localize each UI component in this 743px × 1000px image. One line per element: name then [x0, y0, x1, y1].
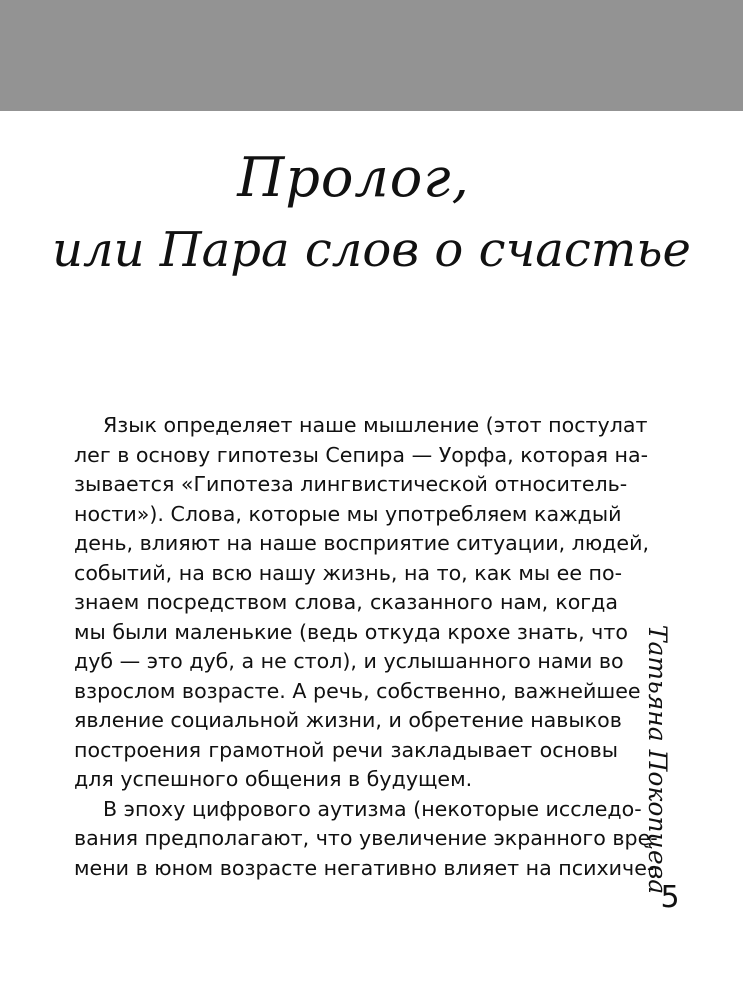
text-line: мени в юном возрасте негативно влияет на психиче- [74, 855, 655, 880]
text-line: В эпоху цифрового аутизма (некоторые исследо- [103, 796, 642, 821]
text-line: дуб — это дуб, а не стол), и услышанного нами во [74, 649, 624, 673]
text-line: знаем посредством слова, сказанного нам, когда [74, 590, 618, 614]
text-line: явление социальной жизни, и обретение навыков [74, 708, 622, 732]
page-number: 5 [660, 880, 680, 915]
chapter-title-line-2: или Пара слов о счастье [52, 222, 691, 278]
paragraph-2 [74, 795, 658, 884]
author-name-vertical [618, 624, 698, 894]
text-line: мы были маленькие (ведь откуда крохе знать, что [74, 619, 628, 644]
text-line: для успешного общения в будущем. [74, 767, 473, 791]
author-name: Татьяна Покопцева [643, 624, 673, 894]
body-text [74, 411, 658, 883]
text-line: день, влияют на наше восприятие ситуации, людей, [74, 531, 650, 555]
header-band [0, 0, 743, 111]
chapter-title-line-1: Пролог, [237, 146, 470, 209]
text-line: зывается «Гипотеза лингвистической относитель- [74, 472, 628, 496]
text-line: Язык определяет наше мышление (этот постулат [103, 413, 648, 437]
paragraph-1 [74, 411, 650, 795]
text-line: вания предполагают, что увеличение экранного вре- [74, 826, 658, 850]
text-line: лег в основу гипотезы Сепира — Уорфа, которая на- [74, 442, 649, 467]
text-line: ности»). Слова, которые мы употребляем каждый [74, 501, 622, 526]
text-line: взрослом возрасте. А речь, собственно, важнейшее [74, 678, 641, 703]
text-line: построения грамотной речи закладывает основы [74, 737, 618, 762]
text-line: событий, на всю нашу жизнь, на то, как мы ее по- [74, 560, 623, 585]
